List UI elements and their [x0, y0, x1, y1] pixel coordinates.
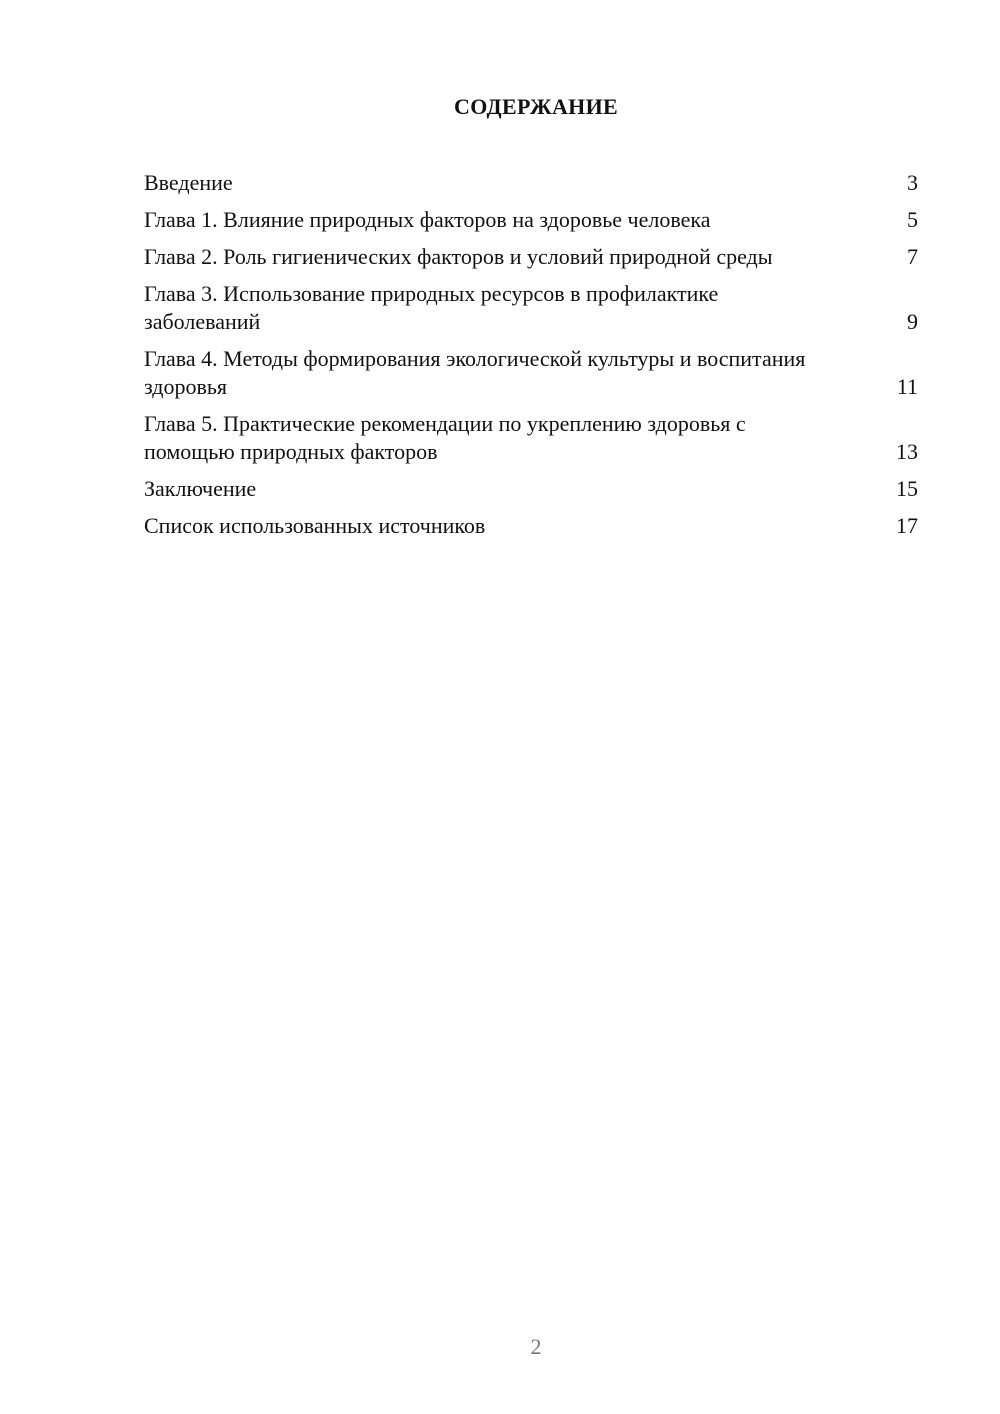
toc-entry-conclusion[interactable]	[144, 475, 918, 503]
toc-entry-page: 3	[907, 170, 918, 195]
toc-entry-page: 17	[896, 513, 918, 538]
toc-entry-introduction[interactable]	[144, 169, 918, 197]
toc-entry-title: Глава 3. Использование природных ресурсов в профилактике заболеваний	[144, 281, 719, 334]
toc-entry-page: 13	[896, 439, 918, 464]
toc-entry-page: 5	[907, 207, 918, 232]
toc-entry-title: Глава 4. Методы формирования экологической культуры и воспитания здоровья	[144, 346, 806, 399]
toc-entry-title: Глава 2. Роль гигиенических факторов и условий природной среды	[144, 244, 773, 269]
toc-entry-chapter-3[interactable]	[144, 280, 918, 336]
table-of-contents	[144, 169, 918, 549]
toc-entry-chapter-2[interactable]	[144, 243, 918, 271]
toc-entry-page: 9	[907, 309, 918, 334]
toc-entry-title: Введение	[144, 170, 233, 195]
page-number: 2	[530, 1334, 542, 1359]
toc-entry-title: Заключение	[144, 476, 257, 501]
toc-entry-title: Глава 1. Влияние природных факторов на здоровье человека	[144, 207, 711, 232]
toc-entry-title: Глава 5. Практические рекомендации по укреплению здоровья с помощью природных факторов	[144, 411, 746, 464]
toc-entry-references[interactable]	[144, 512, 918, 540]
toc-entry-chapter-4[interactable]	[144, 345, 918, 401]
toc-entry-page: 11	[896, 374, 918, 399]
page-title: СОДЕРЖАНИЕ	[454, 94, 618, 119]
toc-entry-chapter-5[interactable]	[144, 410, 918, 466]
toc-entry-chapter-1[interactable]	[144, 206, 918, 234]
toc-entry-title: Список использованных источников	[144, 513, 486, 538]
toc-entry-page: 15	[896, 476, 918, 501]
toc-entry-page: 7	[907, 244, 918, 269]
